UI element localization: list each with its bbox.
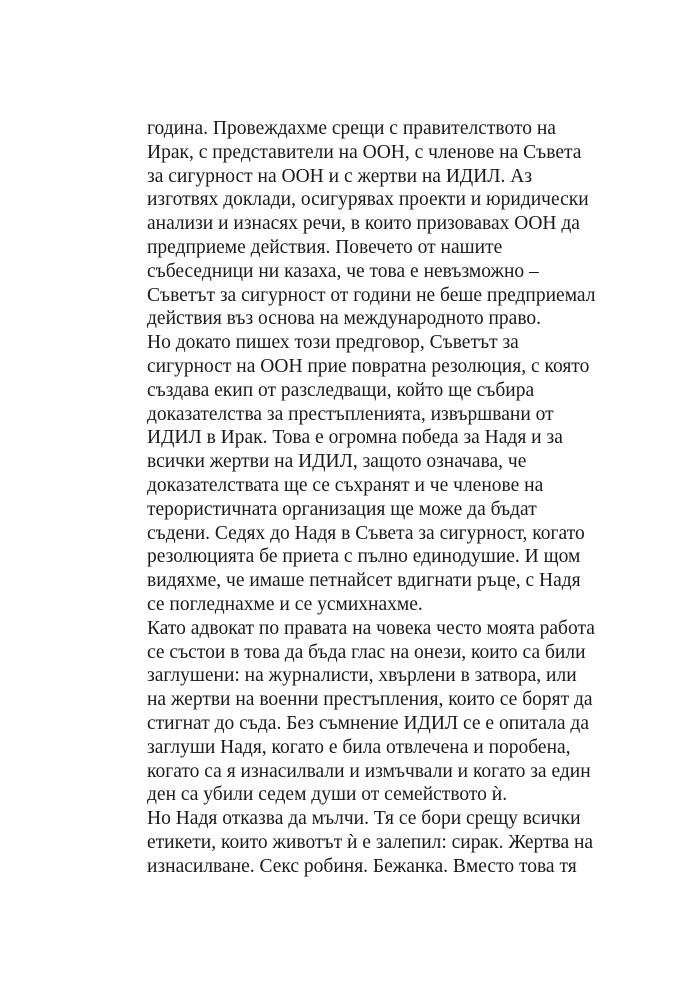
text-line: заглушени: на журналисти, хвърлени в затвора, или	[147, 665, 577, 687]
text-line: за сигурност на ООН и с жертви на ИДИЛ. Аз	[147, 165, 533, 187]
text-line: създава екип от разследващи, който ще събира	[147, 379, 535, 401]
text-line: съдени. Седях до Надя в Съвета за сигурност, когато	[147, 522, 585, 544]
text-line: Като адвокат по правата на човека често моята работа	[147, 617, 595, 639]
text-line: изготвях доклади, осигурявах проекти и юридически	[147, 189, 589, 211]
text-line: ИДИЛ в Ирак. Това е огромна победа за Надя и за	[147, 427, 563, 449]
text-line: анализи и изнасях речи, в които призовавах ООН да	[147, 213, 580, 235]
body-text	[147, 117, 627, 879]
text-line: доказателствата ще се съхранят и че членове на	[147, 474, 544, 496]
text-line: терористичната организация ще може да бъдат	[147, 498, 537, 520]
text-line: се състои в това да бъда глас на онези, които са били	[147, 641, 586, 663]
text-line: етикети, които животът ѝ е залепил: сирак. Жертва на	[147, 831, 594, 853]
text-line: Но Надя отказва да мълчи. Тя се бори срещу всички	[147, 808, 581, 830]
text-line: Съветът за сигурност от години не беше предприемал	[147, 284, 596, 306]
text-line: видяхме, че имаше петнайсет вдигнати ръце, с Надя	[147, 570, 581, 592]
text-line: предприеме действия. Повечето от нашите	[147, 236, 503, 258]
text-line: Ирак, с представители на ООН, с членове на Съвета	[147, 141, 582, 163]
text-line: се погледнахме и се усмихнахме.	[147, 593, 423, 615]
text-line: изнасилване. Секс робиня. Бежанка. Вместо това тя	[147, 855, 577, 877]
text-line: когато са я изнасилвали и измъчвали и когато за един	[147, 760, 591, 782]
text-line: доказателства за престъпленията, извършвани от	[147, 403, 554, 425]
text-line: резолюцията бе приета с пълно единодушие. И щом	[147, 546, 581, 568]
text-line: стигнат до съда. Без съмнение ИДИЛ се е опитала да	[147, 712, 590, 734]
text-line: всички жертви на ИДИЛ, защото означава, че	[147, 451, 527, 473]
text-line: сигурност на ООН прие повратна резолюция, с която	[147, 355, 590, 377]
text-line: година. Провеждахме срещи с правителството на	[147, 118, 556, 139]
text-line: Но докато пишех този предговор, Съветът за	[147, 332, 519, 354]
text-line: действия въз основа на международното право.	[147, 308, 542, 330]
text-line: събеседници ни казаха, че това е невъзможно –	[147, 260, 539, 282]
text-line: заглуши Надя, когато е била отвлечена и поробена,	[147, 736, 571, 758]
text-line: на жертви на военни престъпления, които се борят да	[147, 689, 593, 711]
text-line: ден са убили седем души от семейството ѝ.	[147, 784, 508, 806]
